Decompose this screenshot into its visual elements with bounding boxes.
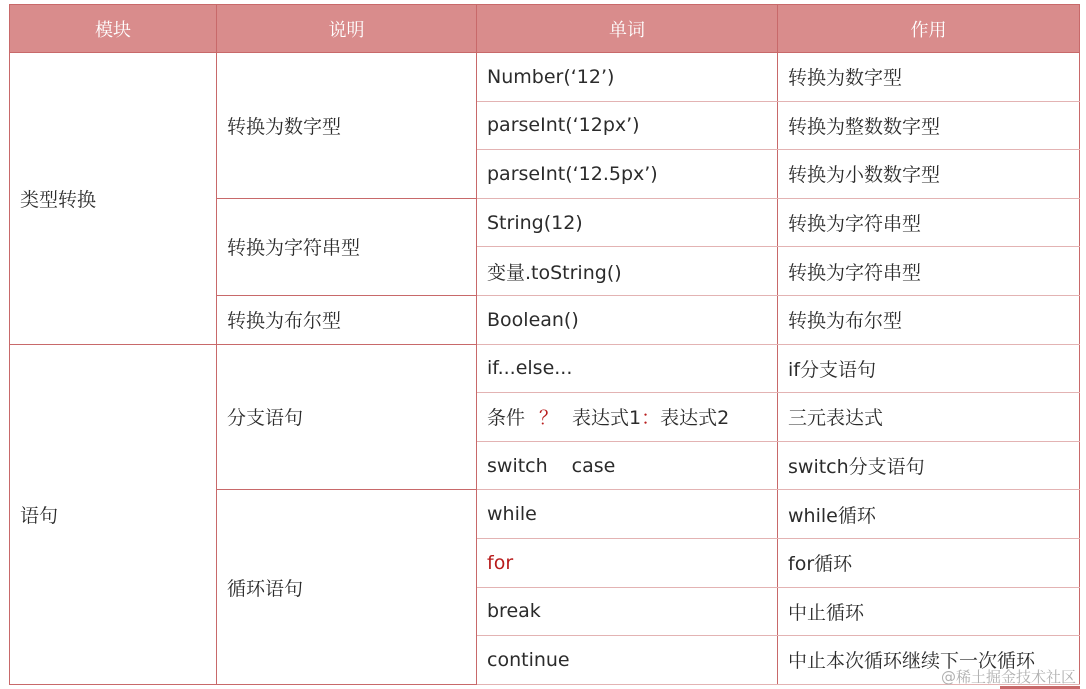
- header-usage: 作用: [778, 5, 1080, 53]
- usage-cell: for循环: [778, 538, 1080, 587]
- word-cell: break: [477, 587, 778, 636]
- usage-cell: 中止循环: [778, 587, 1080, 636]
- description-cell: 转换为布尔型: [217, 295, 477, 344]
- table-row: [10, 53, 1080, 102]
- word-cell: [477, 441, 778, 490]
- description-cell: 分支语句: [217, 344, 477, 490]
- usage-cell: switch分支语句: [778, 441, 1080, 490]
- ternary-colon: ：: [641, 407, 661, 430]
- usage-cell: 中止本次循环继续下一次循环: [778, 636, 1080, 685]
- usage-cell: 转换为数字型: [778, 53, 1080, 102]
- description-cell: 转换为字符串型: [217, 198, 477, 295]
- usage-cell: 转换为字符串型: [778, 198, 1080, 247]
- module-cell: 语句: [10, 344, 217, 684]
- word-cell: [477, 393, 778, 442]
- word-cell: for: [477, 538, 778, 587]
- usage-cell: 转换为整数数字型: [778, 101, 1080, 150]
- switch-keyword: switch: [487, 454, 548, 477]
- description-cell: 转换为数字型: [217, 53, 477, 199]
- description-cell: 循环语句: [217, 490, 477, 684]
- word-cell: continue: [477, 636, 778, 685]
- word-cell: parseInt(‘12px’): [477, 101, 778, 150]
- usage-cell: if分支语句: [778, 344, 1080, 393]
- ternary-expression-2: 表达式2: [660, 407, 730, 430]
- case-keyword: case: [571, 454, 616, 477]
- header-description: 说明: [217, 5, 477, 53]
- word-cell: if...else...: [477, 344, 778, 393]
- usage-cell: 三元表达式: [778, 393, 1080, 442]
- usage-cell: 转换为小数数字型: [778, 150, 1080, 199]
- header-row: [10, 5, 1080, 53]
- usage-cell: 转换为布尔型: [778, 295, 1080, 344]
- summary-table: [9, 4, 1080, 685]
- ternary-condition: 条件: [487, 407, 526, 430]
- table-row: [10, 344, 1080, 393]
- header-module: 模块: [10, 5, 217, 53]
- word-cell: 变量.toString(): [477, 247, 778, 296]
- ternary-expression-1: 表达式1: [572, 407, 642, 430]
- usage-cell: 转换为字符串型: [778, 247, 1080, 296]
- word-cell: parseInt(‘12.5px’): [477, 150, 778, 199]
- header-word: 单词: [477, 5, 778, 53]
- usage-cell: while循环: [778, 490, 1080, 539]
- word-cell: while: [477, 490, 778, 539]
- module-cell: 类型转换: [10, 53, 217, 345]
- word-cell: Boolean(): [477, 295, 778, 344]
- ternary-question-mark: ？: [539, 407, 559, 430]
- word-cell: Number(‘12’): [477, 53, 778, 102]
- word-cell: String(12): [477, 198, 778, 247]
- watermark: @稀土掘金技术社区: [940, 668, 1076, 686]
